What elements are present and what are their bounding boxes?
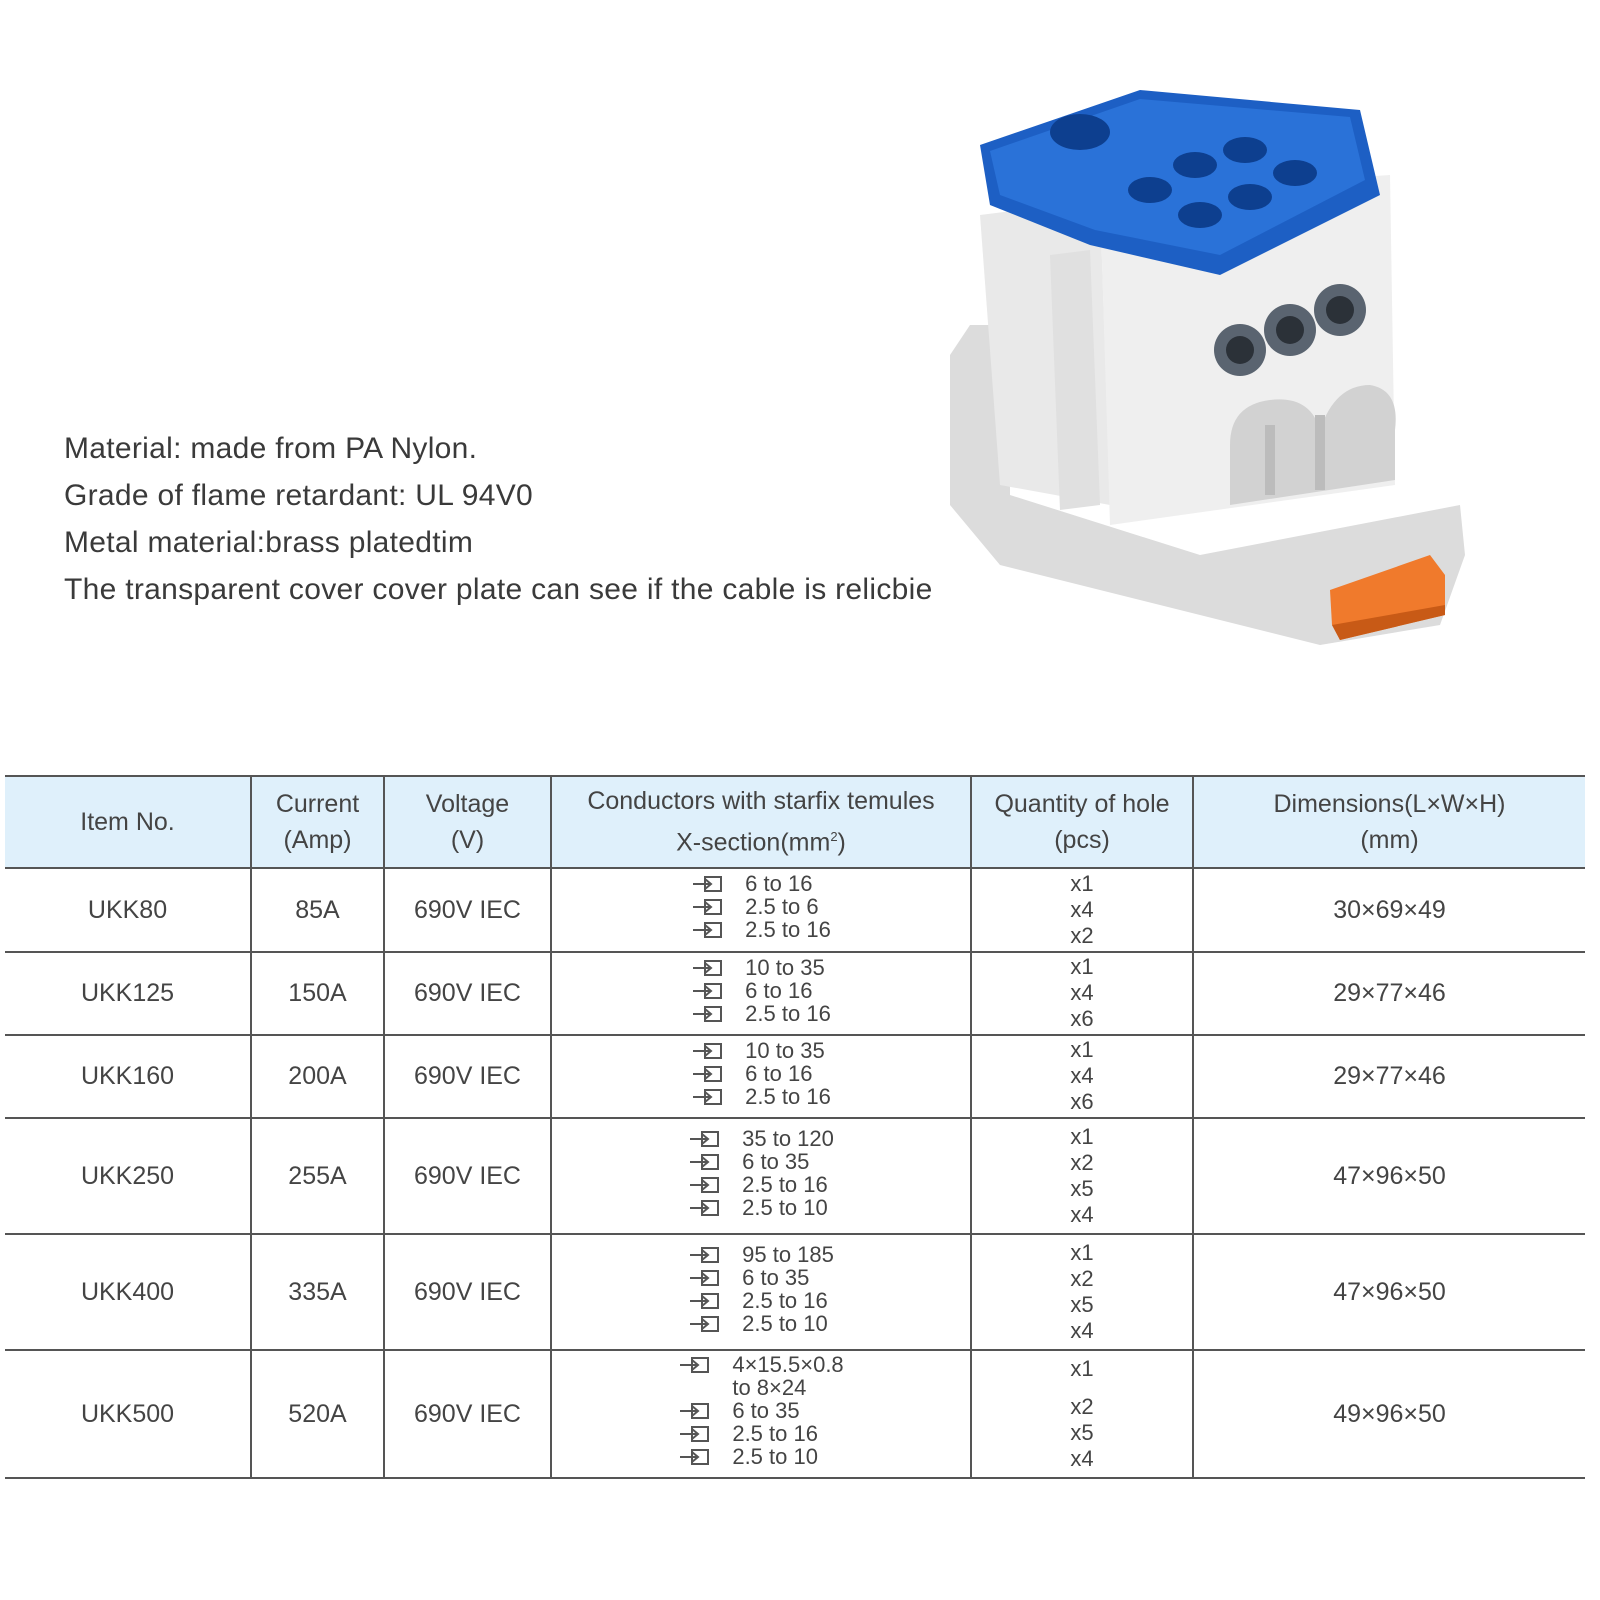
- feature-flame-grade: Grade of flame retardant: UL 94V0: [64, 479, 534, 512]
- quantity-value: x2: [1070, 922, 1094, 948]
- cell-item: UKK125: [5, 952, 251, 1035]
- cell-conductors: [551, 952, 971, 1035]
- conductor-line: [678, 1400, 843, 1423]
- table-row: [5, 1118, 1585, 1234]
- conductor-arrow-icon: [691, 958, 731, 978]
- cell-voltage: 690V IEC: [384, 1118, 551, 1234]
- quantity-list: [1070, 1356, 1093, 1472]
- feature-cover: The transparent cover cover plate can see if the cable is relicbie: [64, 573, 933, 606]
- conductor-arrow-icon: [691, 1087, 731, 1107]
- quantity-value: x5: [1070, 1419, 1094, 1445]
- conductor-arrow-icon: [688, 1245, 728, 1265]
- col-header-voltage: Voltage (V): [384, 776, 551, 868]
- conductor-arrow-icon: [691, 1041, 731, 1061]
- conductor-line: [691, 919, 831, 942]
- cell-conductors: [551, 868, 971, 952]
- quantity-value: x4: [1070, 896, 1094, 922]
- conductor-arrow-icon: [688, 1268, 728, 1288]
- conductor-arrow-icon: [691, 981, 731, 1001]
- cell-voltage: 690V IEC: [384, 952, 551, 1035]
- cell-current: 335A: [251, 1234, 384, 1350]
- cell-conductors: [551, 1350, 971, 1478]
- conductor-range: 2.5 to 10: [742, 1310, 828, 1336]
- quantity-value: x1: [1070, 870, 1094, 896]
- conductor-arrow-icon: [691, 1064, 731, 1084]
- conductor-range: 6 to 35: [742, 1264, 810, 1290]
- table-row: [5, 952, 1585, 1035]
- cell-item: UKK250: [5, 1118, 251, 1234]
- col-header-quantity: Quantity of hole (pcs): [971, 776, 1193, 868]
- conductor-range: 10 to 35: [745, 1037, 825, 1063]
- quantity-value: x2: [1070, 1393, 1094, 1419]
- cell-item: UKK160: [5, 1035, 251, 1118]
- conductor-line: [688, 1196, 834, 1219]
- conductor-list: [691, 1039, 831, 1108]
- cell-dimensions: 30×69×49: [1193, 868, 1585, 952]
- quantity-list: [1070, 1240, 1093, 1344]
- quantity-list: [1070, 954, 1093, 1032]
- cell-current: 150A: [251, 952, 384, 1035]
- conductor-arrow-icon: [678, 1355, 718, 1375]
- quantity-value: x5: [1070, 1175, 1094, 1201]
- conductor-line: [678, 1423, 843, 1446]
- conductor-line: [688, 1289, 834, 1312]
- conductor-arrow-icon: [688, 1152, 728, 1172]
- quantity-list: [1070, 871, 1093, 949]
- conductor-line: [678, 1377, 843, 1400]
- conductor-range: 2.5 to 16: [745, 1000, 831, 1026]
- quantity-value: x6: [1070, 1006, 1094, 1031]
- conductor-list: [678, 1354, 843, 1469]
- conductor-arrow-icon: [691, 1004, 731, 1024]
- conductor-range: 35 to 120: [742, 1125, 834, 1151]
- conductor-range: 2.5 to 16: [745, 917, 831, 943]
- cell-quantity: [971, 1350, 1193, 1478]
- conductor-range: to 8×24: [732, 1375, 807, 1401]
- conductor-line: [688, 1243, 834, 1266]
- conductor-line: [688, 1173, 834, 1196]
- cell-dimensions: 29×77×46: [1193, 1035, 1585, 1118]
- conductor-range: 6 to 16: [745, 1060, 813, 1086]
- conductor-line: [688, 1150, 834, 1173]
- conductor-line: [691, 1039, 831, 1062]
- table-header-row: [5, 776, 1585, 868]
- conductor-arrow-icon: [688, 1291, 728, 1311]
- cell-voltage: 690V IEC: [384, 1035, 551, 1118]
- col-header-current: Current (Amp): [251, 776, 384, 868]
- conductor-range: 2.5 to 16: [742, 1171, 828, 1197]
- cell-dimensions: 47×96×50: [1193, 1234, 1585, 1350]
- conductor-arrow-icon: [688, 1175, 728, 1195]
- quantity-value: [1070, 1382, 1093, 1394]
- distribution-block-image: [940, 85, 1500, 675]
- conductor-arrow-icon: [691, 874, 731, 894]
- quantity-value: x1: [1070, 1037, 1094, 1062]
- quantity-value: x5: [1070, 1291, 1094, 1317]
- quantity-value: x4: [1070, 1201, 1094, 1227]
- conductor-range: 6 to 16: [745, 871, 813, 897]
- conductor-range: 2.5 to 16: [732, 1421, 818, 1447]
- cell-dimensions: 29×77×46: [1193, 952, 1585, 1035]
- cell-voltage: 690V IEC: [384, 1350, 551, 1478]
- col-header-dimensions: Dimensions(L×W×H) (mm): [1193, 776, 1585, 868]
- quantity-value: x4: [1070, 1063, 1094, 1088]
- cell-voltage: 690V IEC: [384, 868, 551, 952]
- quantity-value: x1: [1070, 1123, 1094, 1149]
- conductor-range: 10 to 35: [745, 954, 825, 980]
- cell-item: UKK400: [5, 1234, 251, 1350]
- cell-conductors: [551, 1118, 971, 1234]
- feature-material: Material: made from PA Nylon.: [64, 432, 478, 465]
- cell-quantity: [971, 868, 1193, 952]
- conductor-range: 2.5 to 10: [732, 1444, 818, 1470]
- conductor-arrow-icon: [688, 1198, 728, 1218]
- table-row: [5, 1350, 1585, 1478]
- cell-conductors: [551, 1234, 971, 1350]
- feature-list: [64, 425, 933, 613]
- conductor-line: [691, 1002, 831, 1025]
- conductor-line: [691, 1062, 831, 1085]
- conductor-arrow-icon: [678, 1401, 718, 1421]
- conductor-list: [691, 873, 831, 942]
- table-row: [5, 1234, 1585, 1350]
- conductor-arrow-icon: [678, 1424, 718, 1444]
- table-row: [5, 868, 1585, 952]
- col-header-conductors: Conductors with starfix temules $X-section(mm^2)$: [551, 776, 971, 868]
- conductor-line: [691, 1085, 831, 1108]
- conductor-arrow-icon: [691, 897, 731, 917]
- conductor-arrow-icon: [691, 920, 731, 940]
- spec-table: [5, 775, 1585, 1479]
- conductor-arrow-icon: [678, 1447, 718, 1467]
- cell-item: UKK500: [5, 1350, 251, 1478]
- table-row: [5, 1035, 1585, 1118]
- conductor-range: 4×15.5×0.8: [732, 1352, 844, 1378]
- conductor-line: [691, 873, 831, 896]
- conductor-arrow-icon: [688, 1314, 728, 1334]
- conductor-line: [691, 956, 831, 979]
- conductor-range: 95 to 185: [742, 1241, 834, 1267]
- quantity-value: x1: [1070, 954, 1094, 979]
- conductor-line: [678, 1354, 843, 1377]
- conductor-line: [688, 1127, 834, 1150]
- conductor-arrow-icon: [688, 1129, 728, 1149]
- conductor-list: [691, 956, 831, 1025]
- cell-dimensions: 47×96×50: [1193, 1118, 1585, 1234]
- quantity-value: x1: [1070, 1355, 1094, 1381]
- col-header-item: Item No.: [5, 776, 251, 868]
- quantity-value: x4: [1070, 1317, 1094, 1343]
- conductor-range: 6 to 35: [742, 1148, 810, 1174]
- cell-current: 200A: [251, 1035, 384, 1118]
- cell-quantity: [971, 1234, 1193, 1350]
- quantity-value: x2: [1070, 1149, 1094, 1175]
- cell-dimensions: 49×96×50: [1193, 1350, 1585, 1478]
- conductor-range: 2.5 to 6: [745, 894, 819, 920]
- conductor-range: 2.5 to 16: [745, 1083, 831, 1109]
- cell-current: 255A: [251, 1118, 384, 1234]
- cell-conductors: [551, 1035, 971, 1118]
- quantity-value: x1: [1070, 1239, 1094, 1265]
- conductor-range: 2.5 to 16: [742, 1287, 828, 1313]
- feature-metal: Metal material:brass platedtim: [64, 526, 474, 559]
- cell-current: 85A: [251, 868, 384, 952]
- quantity-value: x6: [1070, 1089, 1094, 1114]
- conductor-range: 2.5 to 10: [742, 1194, 828, 1220]
- cell-quantity: [971, 952, 1193, 1035]
- conductor-list: [688, 1127, 834, 1219]
- conductor-range: 6 to 16: [745, 977, 813, 1003]
- cell-current: 520A: [251, 1350, 384, 1478]
- quantity-list: [1070, 1037, 1093, 1115]
- conductor-line: [678, 1446, 843, 1469]
- cell-voltage: 690V IEC: [384, 1234, 551, 1350]
- cell-quantity: [971, 1035, 1193, 1118]
- conductor-line: [688, 1266, 834, 1289]
- quantity-value: x4: [1070, 980, 1094, 1005]
- conductor-line: [691, 896, 831, 919]
- conductor-range: 6 to 35: [732, 1398, 800, 1424]
- cell-item: UKK80: [5, 868, 251, 952]
- cell-quantity: [971, 1118, 1193, 1234]
- quantity-value: x2: [1070, 1265, 1094, 1291]
- quantity-value: x4: [1070, 1445, 1094, 1471]
- quantity-list: [1070, 1124, 1093, 1228]
- conductor-list: [688, 1243, 834, 1335]
- conductor-line: [691, 979, 831, 1002]
- conductor-line: [688, 1312, 834, 1335]
